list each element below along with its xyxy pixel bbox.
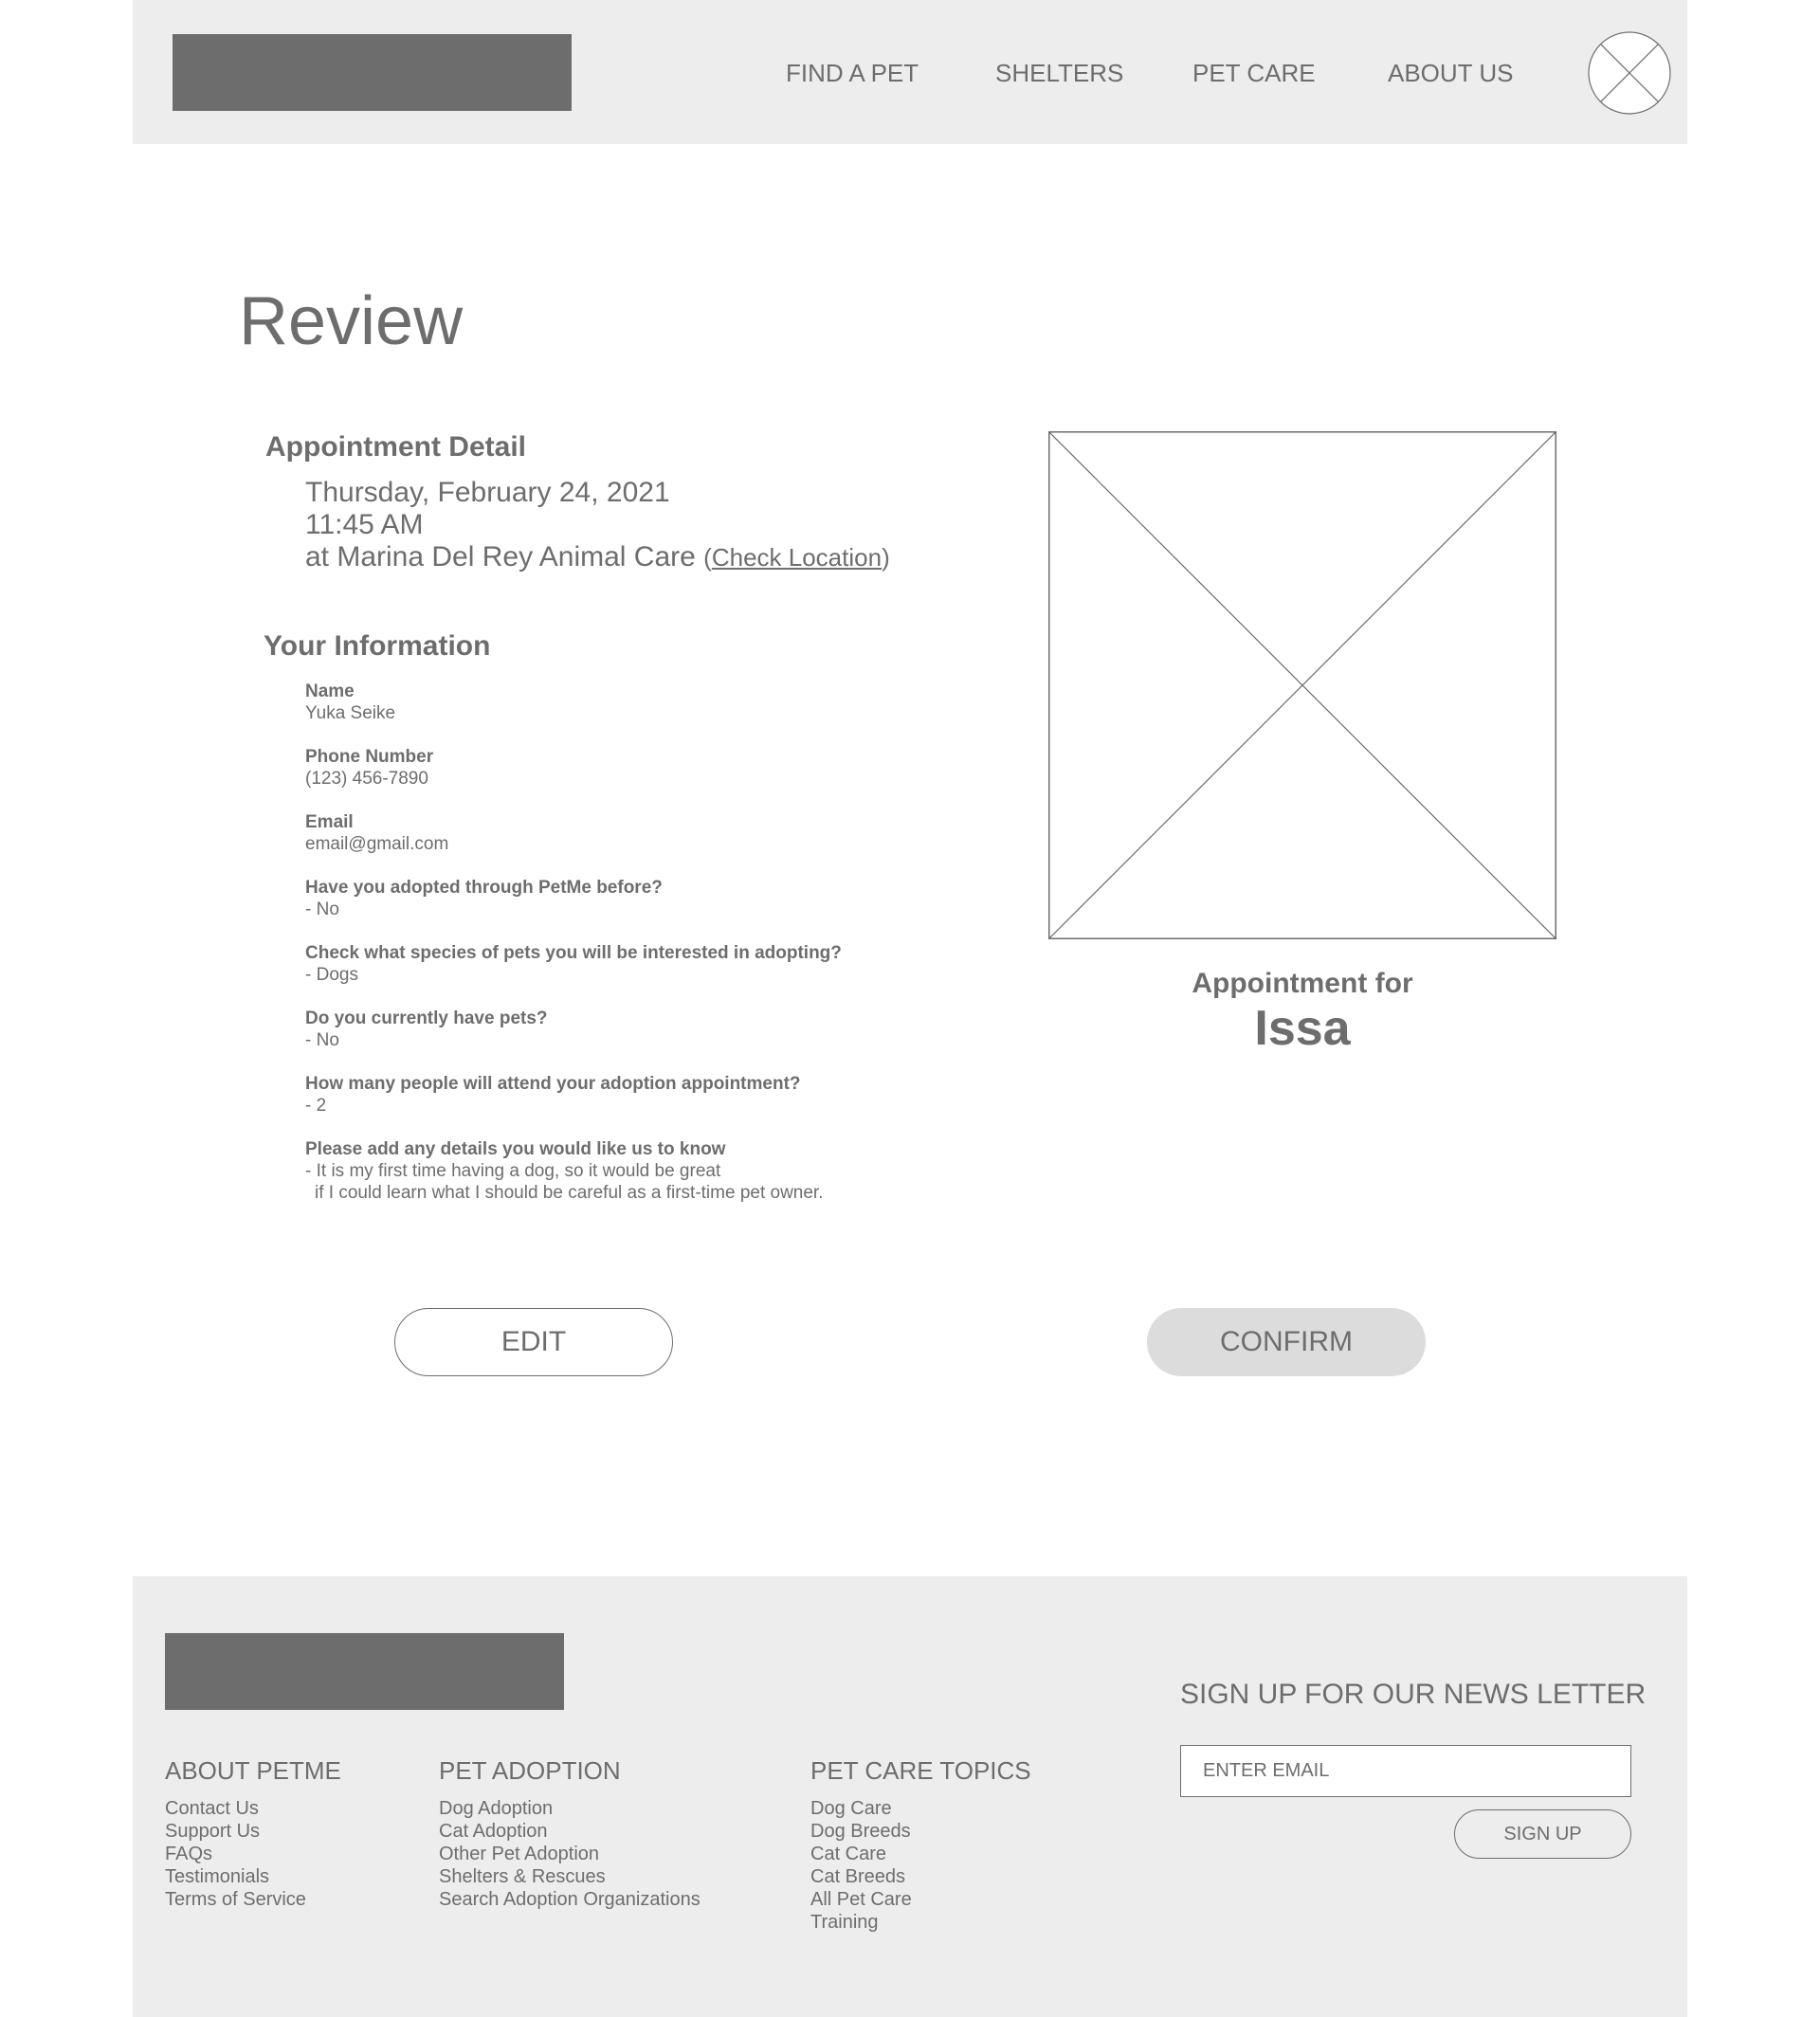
appointment-location-text: at Marina Del Rey Animal Care <box>305 541 696 572</box>
footer-link-dog-adoption[interactable]: Dog Adoption <box>439 1798 554 1819</box>
info-label: Please add any details you would like us to know <box>305 1139 726 1159</box>
info-label: Do you currently have pets? <box>305 1008 548 1028</box>
newsletter-email-input[interactable] <box>1180 1745 1631 1797</box>
info-species <box>305 942 842 986</box>
logo-placeholder[interactable] <box>173 34 572 111</box>
info-details <box>305 1138 824 1204</box>
edit-button[interactable]: EDIT <box>394 1308 673 1376</box>
footer-link-support-us[interactable]: Support Us <box>165 1821 261 1842</box>
footer-link-testimonials[interactable]: Testimonials <box>165 1866 270 1887</box>
paren-close: ) <box>882 543 890 572</box>
newsletter-heading: SIGN UP FOR OUR NEWS LETTER <box>1180 1679 1647 1710</box>
site-footer <box>133 1576 1687 2017</box>
footer-link-search-organizations[interactable]: Search Adoption Organizations <box>439 1889 701 1910</box>
page-title: Review <box>239 283 464 359</box>
info-value-continued: if I could learn what I should be careful as a first-time pet owner. <box>315 1183 824 1203</box>
info-value: Yuka Seike <box>305 703 396 723</box>
info-value: (123) 456-7890 <box>305 769 428 789</box>
newsletter-signup-button[interactable]: SIGN UP <box>1454 1809 1631 1859</box>
pet-image-placeholder <box>1048 431 1556 939</box>
profile-avatar-icon[interactable] <box>1588 31 1671 115</box>
nav-shelters[interactable]: SHELTERS <box>995 59 1124 87</box>
footer-column-title: ABOUT PETME <box>165 1756 341 1785</box>
info-email <box>305 811 448 855</box>
appointment-time: 11:45 AM <box>305 509 424 540</box>
your-information-heading: Your Information <box>264 630 491 662</box>
pet-name: Issa <box>1254 1001 1351 1056</box>
confirm-button[interactable]: CONFIRM <box>1147 1308 1426 1376</box>
info-attendees <box>305 1073 801 1117</box>
check-location-link[interactable]: Check Location <box>711 543 883 572</box>
footer-link-cat-adoption[interactable]: Cat Adoption <box>439 1821 548 1842</box>
info-label: Have you adopted through PetMe before? <box>305 878 663 898</box>
site-header <box>133 0 1687 144</box>
info-value: - No <box>305 899 339 919</box>
footer-logo-placeholder[interactable] <box>165 1633 564 1710</box>
footer-link-dog-care[interactable]: Dog Care <box>810 1798 892 1819</box>
footer-link-cat-breeds[interactable]: Cat Breeds <box>810 1866 906 1887</box>
footer-link-training[interactable]: Training <box>810 1912 879 1933</box>
info-value: - 2 <box>305 1096 327 1116</box>
appointment-date: Thursday, February 24, 2021 <box>305 477 670 508</box>
info-value: - No <box>305 1030 339 1050</box>
nav-pet-care[interactable]: PET CARE <box>1192 59 1316 87</box>
footer-column-title: PET ADOPTION <box>439 1756 621 1785</box>
info-value: - It is my first time having a dog, so it would be great <box>305 1161 721 1181</box>
paren-open: ( <box>703 543 712 572</box>
info-current-pets <box>305 1008 548 1051</box>
info-label: Phone Number <box>305 747 434 767</box>
info-value: - Dogs <box>305 965 358 985</box>
info-label: Email <box>305 812 354 832</box>
footer-link-other-pet-adoption[interactable]: Other Pet Adoption <box>439 1844 600 1864</box>
info-label: How many people will attend your adoption appointment? <box>305 1074 801 1094</box>
footer-column-adoption <box>439 1756 701 1911</box>
info-phone <box>305 746 433 790</box>
footer-link-cat-care[interactable]: Cat Care <box>810 1844 887 1864</box>
appointment-detail-heading: Appointment Detail <box>265 431 526 463</box>
footer-column-pet-care <box>810 1756 1031 1934</box>
footer-link-all-pet-care[interactable]: All Pet Care <box>810 1889 912 1910</box>
info-value: email@gmail.com <box>305 834 449 854</box>
appointment-for-label: Appointment for <box>1192 968 1413 999</box>
nav-about-us[interactable]: ABOUT US <box>1388 59 1514 87</box>
footer-link-dog-breeds[interactable]: Dog Breeds <box>810 1821 911 1842</box>
footer-column-about <box>165 1756 341 1911</box>
nav-find-a-pet[interactable]: FIND A PET <box>786 59 919 87</box>
info-label: Name <box>305 681 355 701</box>
info-adopted-before <box>305 877 663 920</box>
info-label: Check what species of pets you will be interested in adopting? <box>305 943 842 963</box>
footer-link-terms[interactable]: Terms of Service <box>165 1889 306 1910</box>
info-name <box>305 681 395 724</box>
footer-link-contact-us[interactable]: Contact Us <box>165 1798 259 1819</box>
footer-link-shelters-rescues[interactable]: Shelters & Rescues <box>439 1866 606 1887</box>
footer-column-title: PET CARE TOPICS <box>810 1756 1031 1785</box>
appointment-location <box>305 541 890 573</box>
footer-link-faqs[interactable]: FAQs <box>165 1844 213 1864</box>
